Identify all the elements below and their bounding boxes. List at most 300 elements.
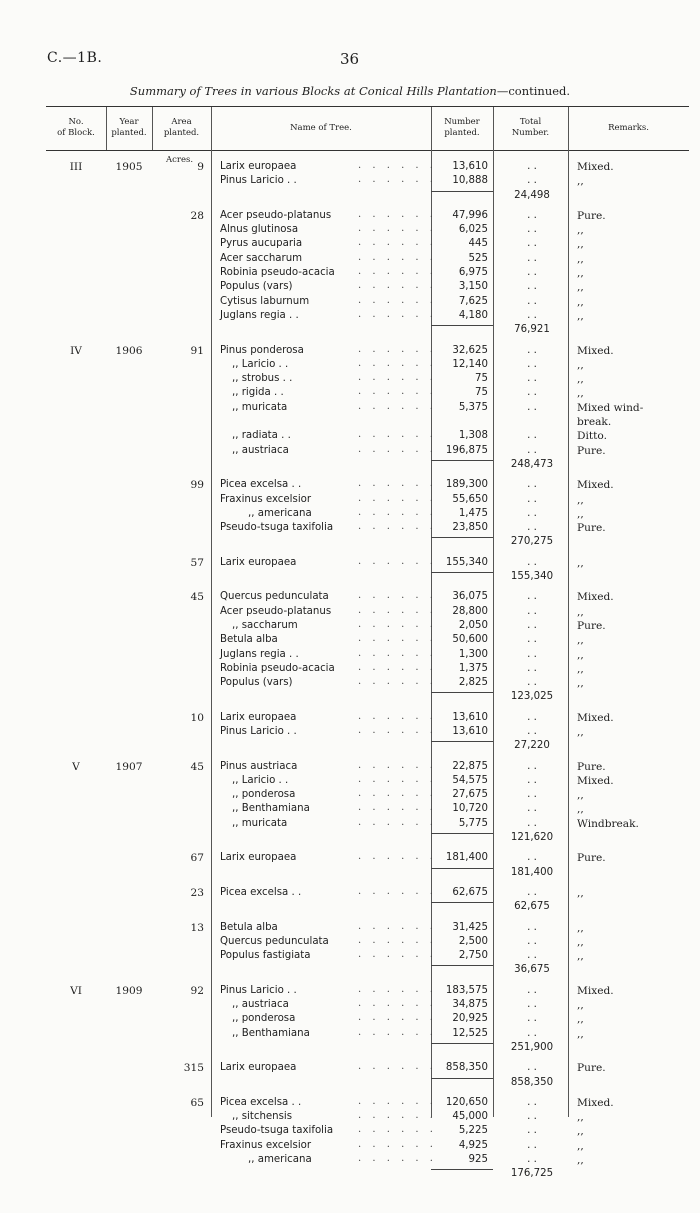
table-row [0, 851, 700, 865]
total-ditto: . . [527, 373, 537, 385]
table-row [0, 429, 700, 443]
leader-dots: . . . . . . [358, 237, 437, 249]
table-row [0, 921, 700, 935]
remarks: ,, [577, 725, 584, 738]
tree-name: ,, ponderosa [232, 1013, 296, 1025]
leader-dots: . . . . . . [358, 308, 437, 320]
remarks: break. [577, 416, 612, 429]
page-number: 36 [340, 50, 360, 68]
remarks: Pure. [577, 444, 606, 457]
subtotal-rule [431, 692, 493, 693]
table-row [0, 676, 700, 690]
group-total-row [0, 323, 700, 337]
table-row [0, 1012, 700, 1026]
total-number: 121,620 [510, 832, 554, 844]
table-row [0, 280, 700, 294]
area-planted: 67 [190, 852, 204, 865]
total-ditto: . . [527, 556, 537, 568]
area-planted: 23 [190, 886, 204, 899]
total-ditto: . . [527, 711, 537, 723]
area-planted: 45 [190, 591, 204, 604]
leader-dots: . . . . . . [358, 710, 437, 722]
total-ditto: . . [527, 161, 537, 172]
area-planted: 57 [190, 556, 204, 569]
leader-dots: . . . . . . [358, 223, 437, 235]
remarks: ,, [577, 1125, 584, 1138]
leader-dots: . . . . . . [358, 633, 437, 645]
remarks: Mixed wind- [577, 401, 644, 414]
tree-name: ,, Benthamiana [232, 803, 310, 815]
col-header-total [493, 117, 568, 139]
total-ditto: . . [527, 803, 537, 815]
leader-dots: . . . . . . [358, 208, 437, 220]
number-planted: 120,650 [445, 1096, 488, 1108]
group-total-row [0, 1076, 700, 1090]
tree-name: Quercus pedunculata [220, 591, 329, 603]
table-row [0, 252, 700, 266]
tree-name: Acer pseudo-platanus [220, 209, 332, 221]
tree-name: Betula alba [220, 634, 278, 646]
total-ditto: . . [527, 1062, 537, 1074]
col-header-total-line: Number. [511, 128, 550, 138]
total-ditto: . . [527, 358, 537, 370]
remarks: ,, [577, 935, 584, 948]
leader-dots: . . . . . . [358, 934, 437, 946]
total-ditto: . . [527, 935, 537, 947]
leader-dots: . . . . . . [358, 280, 437, 292]
total-ditto: . . [527, 209, 537, 221]
table-row [0, 1139, 700, 1153]
tree-name: Larix europaea [220, 852, 297, 864]
tree-name: ,, austriaca [232, 444, 289, 456]
number-planted: 75 [475, 387, 488, 399]
total-ditto: . . [527, 507, 537, 519]
total-number: 27,220 [514, 740, 550, 752]
table-row [0, 802, 700, 816]
leader-dots: . . . . . . [358, 676, 437, 688]
number-planted: 4,925 [458, 1139, 488, 1151]
year-planted: 1907 [115, 760, 143, 773]
table-row [0, 556, 700, 570]
group-total-row [0, 570, 700, 584]
tree-name: Picea excelsa . . [220, 886, 302, 898]
group-total-row [0, 1041, 700, 1055]
table-row [0, 309, 700, 323]
leader-dots: . . . . . . [358, 1110, 437, 1122]
tree-name: Pinus ponderosa [220, 344, 304, 356]
total-ditto: . . [527, 252, 537, 264]
total-ditto: . . [527, 401, 537, 413]
leader-dots: . . . . . . [358, 618, 437, 630]
total-number: 62,675 [514, 901, 550, 913]
tree-name: Larix europaea [220, 161, 297, 172]
area-planted: 28 [190, 209, 204, 222]
leader-dots: . . . . . . [358, 343, 437, 355]
number-planted: 5,775 [458, 817, 488, 829]
group-total-row [0, 535, 700, 549]
col-header-area-line: planted. [163, 128, 200, 138]
total-ditto: . . [527, 1027, 537, 1039]
tree-name: Pinus Laricio . . [220, 175, 297, 187]
remarks: ,, [577, 252, 584, 265]
table-row [0, 521, 700, 535]
number-planted: 5,375 [458, 401, 488, 413]
group-total-row [0, 690, 700, 704]
remarks: Mixed. [577, 344, 614, 357]
remarks: ,, [577, 387, 584, 400]
tree-name: Pseudo-tsuga taxifolia [220, 522, 334, 534]
total-number: 123,025 [510, 691, 554, 703]
remarks: ,, [577, 309, 584, 322]
col-header-area-line: Area [171, 117, 192, 127]
leader-dots: . . . . . . [358, 759, 437, 771]
total-ditto: . . [527, 224, 537, 236]
remarks: ,, [577, 886, 584, 899]
leader-dots: . . . . . . [358, 604, 437, 616]
remarks: ,, [577, 1154, 584, 1166]
leader-dots: . . . . . . [358, 802, 437, 814]
table-row [0, 401, 700, 415]
subtotal-rule [431, 572, 493, 573]
total-ditto: . . [527, 493, 537, 505]
total-ditto: . . [527, 677, 537, 689]
number-planted: 1,475 [458, 507, 488, 519]
col-header-name-line: Name of Tree. [290, 123, 352, 133]
table-row [0, 386, 700, 400]
table-row [0, 1153, 700, 1167]
tree-name: ,, ponderosa [232, 789, 296, 801]
subtotal-rule [431, 537, 493, 538]
leader-dots: . . . . . . [358, 773, 437, 785]
table-row [0, 886, 700, 900]
tree-name: Picea excelsa . . [220, 479, 302, 491]
table-row [0, 817, 700, 831]
leader-dots: . . . . . . [358, 1153, 437, 1164]
leader-dots: . . . . . . [358, 1061, 437, 1073]
tree-name: Populus (vars) [220, 677, 293, 689]
table-row [0, 358, 700, 372]
col-header-remarks-line: Remarks. [608, 123, 649, 133]
subtotal-rule [431, 191, 493, 192]
number-planted: 34,875 [452, 999, 488, 1011]
block-number: VI [70, 984, 82, 997]
number-planted: 2,750 [458, 950, 488, 962]
leader-dots: . . . . . . [358, 266, 437, 278]
group-total-row [0, 831, 700, 845]
leader-dots: . . . . . . [358, 160, 437, 171]
subtotal-rule [431, 1043, 493, 1044]
remarks: Mixed. [577, 774, 614, 787]
number-planted: 32,625 [452, 344, 488, 356]
total-ditto: . . [527, 605, 537, 617]
remarks: ,, [577, 789, 584, 802]
table-row [0, 174, 700, 188]
subtotal-rule [431, 325, 493, 326]
number-planted: 196,875 [445, 444, 488, 456]
group-spacer [0, 1182, 700, 1188]
total-ditto: . . [527, 1111, 537, 1123]
total-ditto: . . [527, 725, 537, 737]
total-number: 36,675 [514, 964, 550, 976]
table-row [0, 760, 700, 774]
number-planted: 31,425 [452, 921, 488, 933]
table-row [0, 493, 700, 507]
tree-name: Robinia pseudo-acacia [220, 267, 335, 279]
subtotal-rule [431, 1169, 493, 1170]
leader-dots: . . . . . . [358, 294, 437, 306]
group-total-row [0, 900, 700, 914]
table-row [0, 209, 700, 223]
remarks: Ditto. [577, 430, 607, 443]
leader-dots: . . . . . . [358, 443, 437, 455]
remarks: ,, [577, 556, 584, 569]
number-planted: 50,600 [452, 634, 488, 646]
number-planted: 181,400 [445, 852, 488, 864]
col-header-name [211, 123, 431, 134]
total-number: 270,275 [510, 536, 554, 548]
total-ditto: . . [527, 387, 537, 399]
leader-dots: . . . . . . [358, 1138, 437, 1150]
group-total-row [0, 458, 700, 472]
remarks: ,, [577, 950, 584, 963]
total-ditto: . . [527, 950, 537, 962]
leader-dots: . . . . . . [358, 851, 437, 863]
block-number: IV [70, 344, 82, 357]
total-ditto: . . [527, 522, 537, 534]
tree-name: Robinia pseudo-acacia [220, 662, 335, 674]
number-planted: 12,525 [452, 1027, 488, 1039]
total-ditto: . . [527, 852, 537, 864]
number-planted: 10,720 [452, 803, 488, 815]
tree-name: ,, Laricio . . [232, 774, 289, 786]
subtotal-rule [431, 902, 493, 903]
total-number: 181,400 [510, 866, 554, 878]
leader-dots: . . . . . . [358, 1012, 437, 1024]
leader-dots: . . . . . . [358, 788, 437, 800]
table-row [0, 344, 700, 358]
number-planted: 45,000 [452, 1111, 488, 1123]
tree-name: ,, americana [248, 1154, 312, 1165]
group-total-row [0, 1167, 700, 1181]
number-planted: 62,675 [452, 886, 488, 898]
leader-dots: . . . . . . [358, 724, 437, 736]
total-ditto: . . [527, 817, 537, 829]
block-number: III [69, 161, 83, 173]
col-header-number-line: planted. [444, 128, 480, 138]
col-header-year-line: Year [119, 117, 139, 127]
total-ditto: . . [527, 238, 537, 250]
subtotal-rule [431, 833, 493, 834]
remarks: ,, [577, 1013, 584, 1026]
tree-name: Quercus pedunculata [220, 935, 329, 947]
remarks: ,, [577, 281, 584, 294]
remarks: ,, [577, 358, 584, 371]
total-ditto: . . [527, 619, 537, 631]
tree-name: Acer pseudo-platanus [220, 605, 332, 617]
remarks: Pure. [577, 852, 606, 865]
area-planted: 10 [190, 711, 204, 724]
table-top-rule [46, 106, 689, 107]
remarks: ,, [577, 224, 584, 237]
table-row [0, 295, 700, 309]
total-number: 76,921 [514, 324, 550, 336]
total-ditto: . . [527, 984, 537, 996]
tree-name: Larix europaea [220, 1062, 297, 1074]
table-row [0, 949, 700, 963]
tree-name: ,, muricata [232, 401, 288, 413]
table-row [0, 725, 700, 739]
remarks: ,, [577, 605, 584, 618]
number-planted: 47,996 [452, 209, 488, 221]
tree-name: Populus fastigiata [220, 950, 311, 962]
leader-dots: . . . . . . [358, 521, 437, 533]
total-ditto: . . [527, 281, 537, 293]
number-planted: 155,340 [445, 556, 488, 568]
remarks: ,, [577, 267, 584, 280]
total-number: 155,340 [510, 571, 554, 583]
leader-dots: . . . . . . [358, 478, 437, 490]
table-row [0, 1110, 700, 1124]
number-planted: 10,888 [452, 175, 488, 187]
leader-dots: . . . . . . [358, 555, 437, 567]
total-ditto: . . [527, 479, 537, 491]
leader-dots: . . . . . . [358, 357, 437, 369]
remarks: ,, [577, 921, 584, 934]
remarks: Pure. [577, 522, 606, 535]
number-planted: 6,025 [458, 224, 488, 236]
total-ditto: . . [527, 760, 537, 772]
total-number: 176,725 [510, 1168, 554, 1180]
number-planted: 22,875 [452, 760, 488, 772]
tree-name: Betula alba [220, 921, 278, 933]
tree-name: ,, muricata [232, 817, 288, 829]
table-row [0, 633, 700, 647]
table-row [0, 984, 700, 998]
tree-name: Juglans regia . . [220, 309, 299, 321]
total-ditto: . . [527, 591, 537, 603]
total-ditto: . . [527, 175, 537, 187]
tree-name: Fraxinus excelsior [220, 493, 312, 505]
subtotal-rule [431, 460, 493, 461]
remarks: Mixed. [577, 711, 614, 724]
number-planted: 12,140 [452, 358, 488, 370]
leader-dots: . . . . . . [358, 590, 437, 602]
number-planted: 445 [468, 238, 488, 250]
table-caption [0, 84, 700, 98]
table-row [0, 619, 700, 633]
leader-dots: . . . . . . [358, 983, 437, 995]
leader-dots: . . . . . . [358, 400, 437, 412]
total-number: 858,350 [510, 1076, 554, 1088]
leader-dots: . . . . . . [358, 661, 437, 673]
table-row [0, 223, 700, 237]
tree-name: ,, saccharum [232, 619, 298, 631]
total-ditto: . . [527, 1139, 537, 1151]
header-bottom-rule [46, 150, 689, 151]
total-ditto: . . [527, 309, 537, 321]
group-total-row [0, 963, 700, 977]
tree-name: ,, austriaca [232, 999, 289, 1011]
col-header-remarks [568, 123, 689, 134]
group-total-row [0, 739, 700, 753]
tree-name: Populus (vars) [220, 281, 293, 293]
area-planted: 92 [190, 984, 204, 997]
area-planted: 13 [190, 921, 204, 934]
total-ditto: . . [527, 1096, 537, 1108]
tree-name: Picea excelsa . . [220, 1096, 302, 1108]
number-planted: 4,180 [458, 309, 488, 321]
total-ditto: . . [527, 1154, 537, 1165]
total-ditto: . . [527, 662, 537, 674]
block-number: V [72, 760, 80, 773]
col-header-area [152, 117, 211, 139]
remarks: ,, [577, 238, 584, 251]
page-header-left: C.—1B. [47, 50, 103, 66]
table-row [0, 711, 700, 725]
group-total-row [0, 189, 700, 203]
total-number: 251,900 [510, 1041, 554, 1053]
total-ditto: . . [527, 921, 537, 933]
remarks: Mixed. [577, 1096, 614, 1109]
caption-title: Summary of Trees in various Blocks at Conical Hills Plantation [129, 84, 497, 98]
remarks: ,, [577, 677, 584, 690]
table-row [0, 998, 700, 1012]
year-planted: 1909 [115, 984, 143, 997]
total-number: 248,473 [510, 458, 554, 470]
subtotal-rule [431, 868, 493, 869]
number-planted: 2,500 [458, 935, 488, 947]
total-ditto: . . [527, 295, 537, 307]
leader-dots: . . . . . . [358, 920, 437, 932]
number-planted: 7,625 [458, 295, 488, 307]
tree-name: Larix europaea [220, 711, 297, 723]
leader-dots: . . . . . . [358, 372, 437, 384]
tree-name: Pyrus aucuparia [220, 238, 303, 250]
remarks: Mixed. [577, 479, 614, 492]
total-ditto: . . [527, 430, 537, 442]
remarks: ,, [577, 493, 584, 506]
remarks: Pure. [577, 209, 606, 222]
leader-dots: . . . . . . [358, 492, 437, 504]
remarks: Windbreak. [577, 817, 639, 830]
remarks: ,, [577, 1111, 584, 1124]
total-ditto: . . [527, 1125, 537, 1137]
total-ditto: . . [527, 886, 537, 898]
leader-dots: . . . . . . [358, 1124, 437, 1136]
total-ditto: . . [527, 444, 537, 456]
tree-name: ,, americana [248, 507, 312, 519]
total-ditto: . . [527, 634, 537, 646]
table-row [0, 372, 700, 386]
number-planted: 2,825 [458, 677, 488, 689]
tree-name: ,, radiata . . [232, 430, 291, 442]
remarks: ,, [577, 648, 584, 661]
tree-name: ,, rigida . . [232, 387, 284, 399]
remarks: ,, [577, 999, 584, 1012]
tree-name: ,, Laricio . . [232, 358, 289, 370]
tree-name: ,, strobus . . [232, 373, 293, 385]
number-planted: 13,610 [452, 161, 488, 172]
remarks: ,, [577, 373, 584, 386]
col-header-total-line: Total [519, 117, 542, 127]
number-planted: 2,050 [458, 619, 488, 631]
number-planted: 189,300 [445, 479, 488, 491]
col-header-number-line: Number [444, 117, 480, 127]
table-row [0, 237, 700, 251]
year-planted: 1905 [115, 161, 143, 173]
remarks: ,, [577, 1027, 584, 1040]
table-row [0, 1061, 700, 1075]
